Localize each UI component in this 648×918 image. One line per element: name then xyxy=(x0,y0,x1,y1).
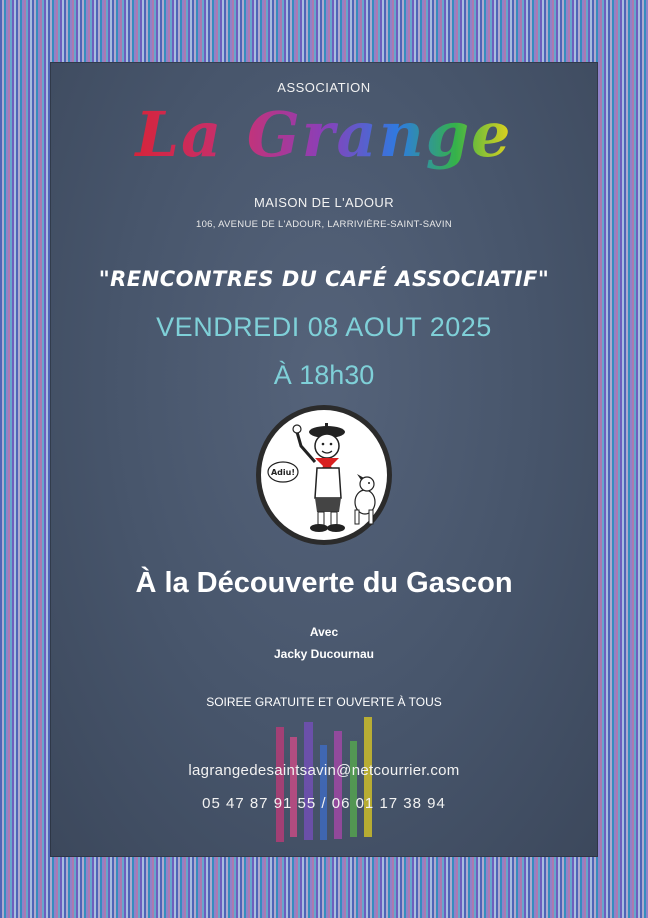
logo-script-art xyxy=(50,94,598,189)
association-label: ASSOCIATION xyxy=(277,80,371,95)
event-series-title: "RENCONTRES DU CAFÉ ASSOCIATIF" xyxy=(98,267,550,291)
badge-bubble-text: Adiu! xyxy=(270,468,296,477)
chalkboard-panel xyxy=(50,62,598,857)
gascon-mascot-icon xyxy=(256,405,392,545)
painted-stripes-decoration xyxy=(266,717,386,847)
mascot-badge xyxy=(50,405,598,552)
mascot-drawing xyxy=(261,410,387,540)
logo-text: La Grange xyxy=(135,98,513,171)
address-text: 106, AVENUE DE L'ADOUR, LARRIVIÈRE-SAINT-SAVIN xyxy=(196,219,452,230)
event-date: VENDREDI 08 AOUT 2025 xyxy=(156,312,492,342)
free-entry-note: SOIREE GRATUITE ET OUVERTE À TOUS xyxy=(206,695,442,709)
la-grange-logo xyxy=(50,94,598,194)
speaker-name: Jacky Ducournau xyxy=(273,647,375,661)
avec-label: Avec xyxy=(309,625,339,639)
event-title: À la Découverte du Gascon xyxy=(135,567,513,599)
contact-phones[interactable]: 05 47 87 91 55 / 06 01 17 38 94 xyxy=(202,795,446,812)
event-time: À 18h30 xyxy=(273,360,375,390)
contact-email[interactable]: lagrangedesaintsavin@netcourrier.com xyxy=(188,762,460,779)
maison-label: MAISON DE L'ADOUR xyxy=(253,195,395,210)
